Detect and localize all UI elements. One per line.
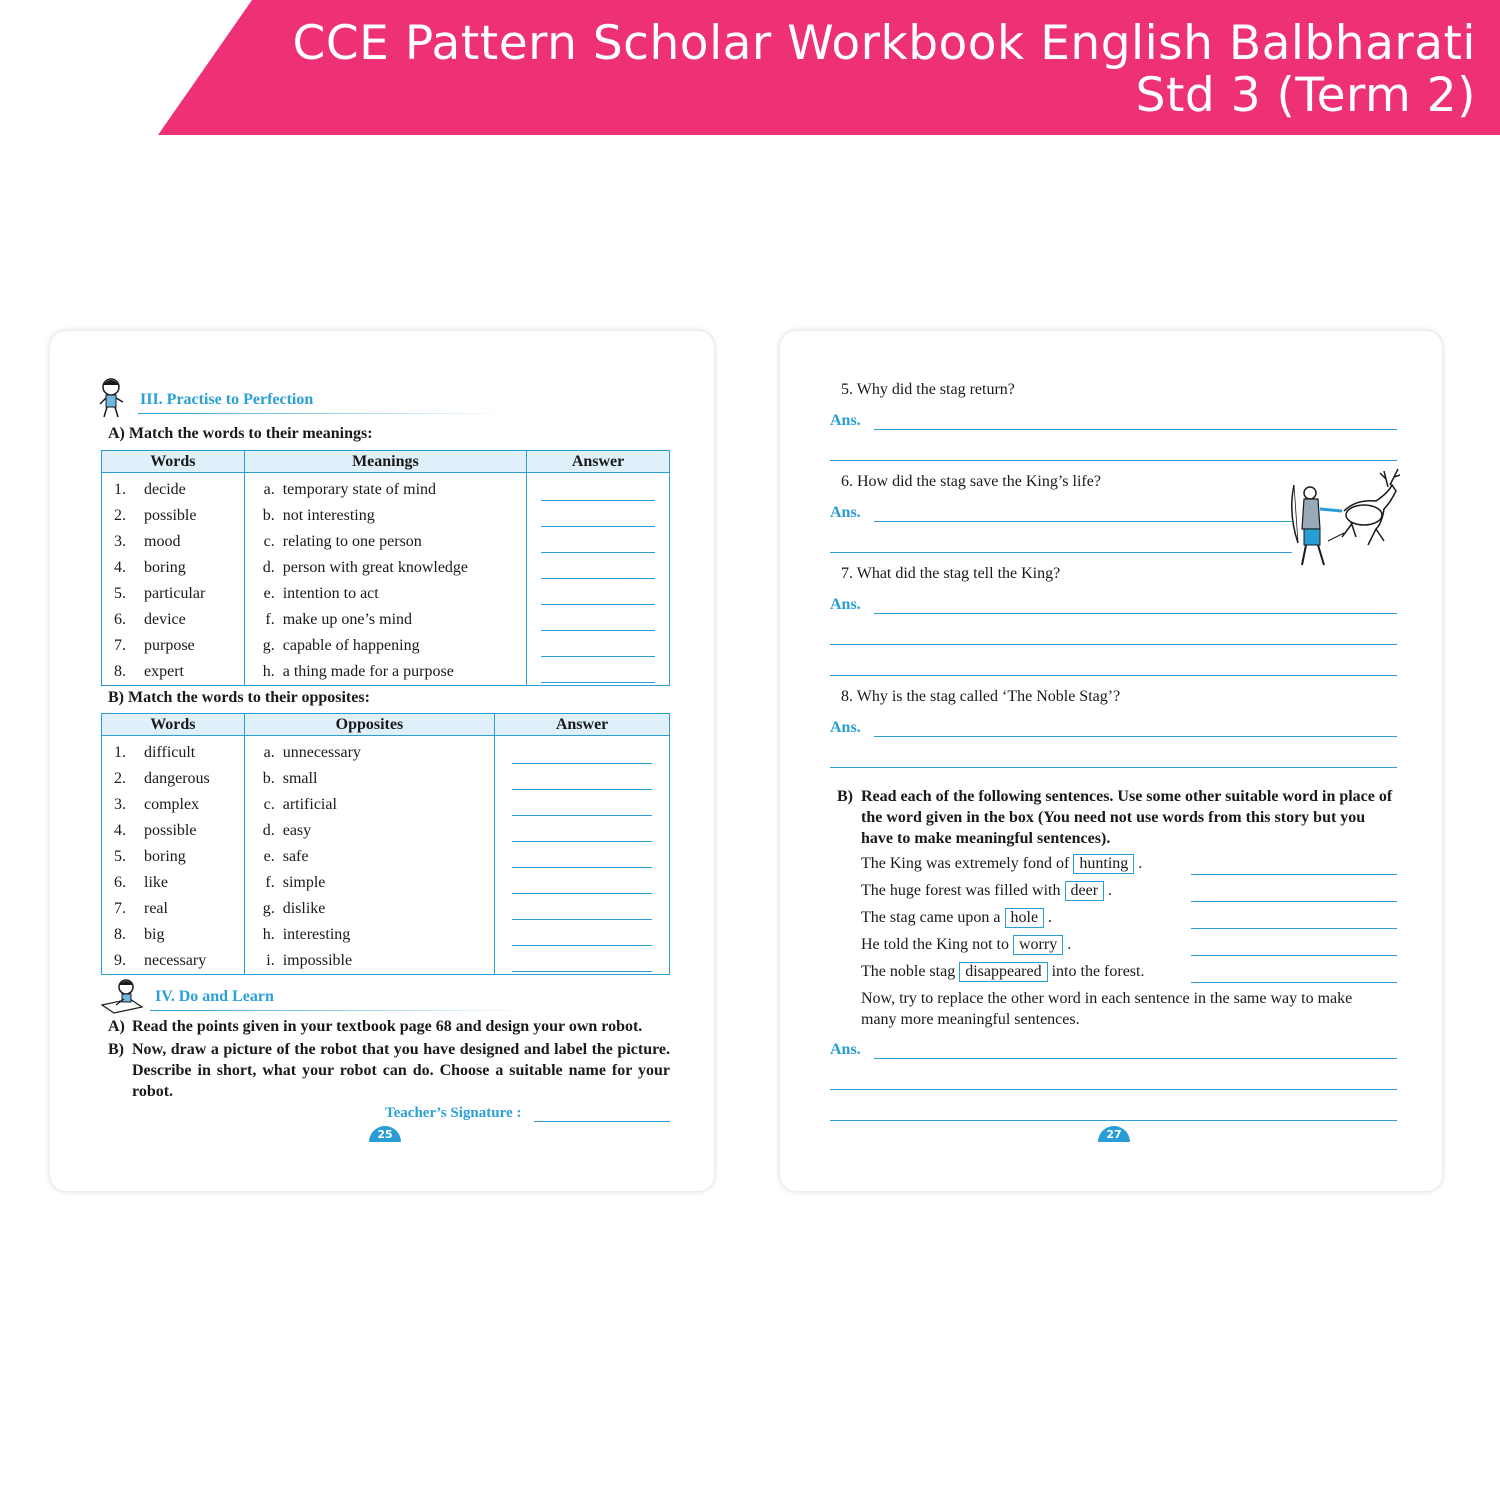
word-cell xyxy=(102,503,245,529)
word-cell xyxy=(102,948,245,975)
answer-line[interactable] xyxy=(1191,928,1397,929)
question-8: 8. Why is the stag called ‘The Noble Stag’? xyxy=(841,688,1121,705)
answer-line[interactable] xyxy=(830,644,1397,645)
answer-line[interactable] xyxy=(512,743,652,764)
signature-label: Teacher’s Signature : xyxy=(385,1105,522,1121)
word-cell xyxy=(102,766,245,792)
item-letter: d. xyxy=(262,822,275,839)
page-number-right: 27 xyxy=(1098,1126,1130,1142)
table-row xyxy=(102,529,670,555)
opposite-cell xyxy=(244,792,494,818)
question-7: 7. What did the stag tell the King? xyxy=(841,565,1061,582)
sentence-item xyxy=(861,854,1142,874)
table-row xyxy=(102,633,670,659)
answer-cell[interactable] xyxy=(495,766,670,792)
answer-cell[interactable] xyxy=(495,896,670,922)
section4-title: IV. Do and Learn xyxy=(155,988,274,1005)
answer-line[interactable] xyxy=(512,795,652,816)
item-letter: i. xyxy=(266,952,275,969)
do-learn-A xyxy=(108,1018,670,1036)
word: necessary xyxy=(144,952,207,969)
answer-cell[interactable] xyxy=(527,607,670,633)
meaning: a thing made for a purpose xyxy=(282,663,454,680)
meaning-cell xyxy=(244,529,526,555)
answer-line[interactable] xyxy=(874,1058,1397,1059)
answer-line[interactable] xyxy=(830,552,1292,553)
answer-cell[interactable] xyxy=(527,503,670,529)
sentence-after: into the forest. xyxy=(1051,963,1145,980)
table-header-answer: Answer xyxy=(495,714,670,736)
opposite: simple xyxy=(282,874,326,891)
word: big xyxy=(144,926,165,943)
item-letter: c. xyxy=(263,796,275,813)
sentence-after: . xyxy=(1108,882,1113,899)
boxed-word: hunting xyxy=(1073,854,1134,874)
item-number: 8. xyxy=(114,926,126,943)
item-number: 6. xyxy=(114,874,126,891)
word-cell xyxy=(102,633,245,659)
word: particular xyxy=(144,585,206,602)
opposite-cell xyxy=(244,818,494,844)
answer-line[interactable] xyxy=(512,847,652,868)
answer-line[interactable] xyxy=(541,636,655,657)
table-header-words: Words xyxy=(102,451,245,473)
answer-line[interactable] xyxy=(1191,955,1397,956)
table-row xyxy=(102,473,670,504)
answer-line[interactable] xyxy=(1191,982,1397,983)
boy-icon xyxy=(98,377,126,419)
word: possible xyxy=(144,507,197,524)
banner-title-line1: CCE Pattern Scholar Workbook English Balbharati xyxy=(292,16,1476,71)
title-banner xyxy=(0,0,1500,135)
table-row xyxy=(102,581,670,607)
meaning: intention to act xyxy=(282,585,379,602)
word-cell xyxy=(102,896,245,922)
boxed-word: deer xyxy=(1065,881,1105,901)
answer-line[interactable] xyxy=(541,480,655,501)
opposites-table xyxy=(101,713,670,975)
item-letter: a. xyxy=(263,744,275,761)
do-learn-A-text: Read the points given in your textbook page 68 and design your own robot. xyxy=(132,1018,643,1035)
word-cell xyxy=(102,581,245,607)
item-letter: f. xyxy=(265,874,275,891)
answer-line[interactable] xyxy=(541,584,655,605)
item-letter: g. xyxy=(262,900,275,917)
item-number: 8. xyxy=(114,663,126,680)
opposite: interesting xyxy=(282,926,351,943)
answer-line[interactable] xyxy=(830,1120,1397,1121)
signature-line[interactable] xyxy=(534,1121,670,1122)
opposite-cell xyxy=(244,870,494,896)
table-header-answer: Answer xyxy=(527,451,670,473)
word: purpose xyxy=(144,637,195,654)
word-cell xyxy=(102,607,245,633)
workbook-page-right xyxy=(780,331,1442,1191)
answer-line[interactable] xyxy=(512,951,652,972)
meaning-cell xyxy=(244,659,526,686)
answer-line[interactable] xyxy=(830,1089,1397,1090)
sentence-before: The huge forest was filled with xyxy=(861,882,1061,899)
item-letter: a. xyxy=(263,481,275,498)
sentence-before: He told the King not to xyxy=(861,936,1009,953)
ans-label: Ans. xyxy=(830,596,861,613)
answer-line[interactable] xyxy=(512,925,652,946)
answer-line[interactable] xyxy=(1191,874,1397,875)
partA-heading: A) Match the words to their meanings: xyxy=(108,425,373,442)
meaning: make up one’s mind xyxy=(282,611,413,628)
table-header-meanings: Meanings xyxy=(244,451,526,473)
answer-line[interactable] xyxy=(541,506,655,527)
word: boring xyxy=(144,559,186,576)
word: like xyxy=(144,874,168,891)
boxed-word: disappeared xyxy=(959,962,1047,982)
item-number: 3. xyxy=(114,796,126,813)
word-cell xyxy=(102,473,245,504)
table-row xyxy=(102,818,670,844)
item-letter: e. xyxy=(263,585,275,602)
answer-cell[interactable] xyxy=(495,736,670,767)
answer-cell[interactable] xyxy=(495,792,670,818)
sentence-item xyxy=(861,881,1112,901)
item-letter: g. xyxy=(262,637,275,654)
table-row xyxy=(102,896,670,922)
opposite: artificial xyxy=(282,796,337,813)
opposite-cell xyxy=(244,766,494,792)
opposite-cell xyxy=(244,896,494,922)
item-number: 5. xyxy=(114,848,126,865)
meaning-cell xyxy=(244,633,526,659)
answer-line[interactable] xyxy=(874,736,1397,737)
item-number: 1. xyxy=(114,744,126,761)
word-cell xyxy=(102,555,245,581)
table-row xyxy=(102,503,670,529)
meaning-cell xyxy=(244,503,526,529)
word: boring xyxy=(144,848,186,865)
answer-cell[interactable] xyxy=(527,473,670,504)
opposite: dislike xyxy=(282,900,326,917)
answer-line[interactable] xyxy=(512,873,652,894)
word: possible xyxy=(144,822,197,839)
meanings-table xyxy=(101,450,670,686)
sentence-before: The stag came upon a xyxy=(861,909,1001,926)
meaning: person with great knowledge xyxy=(282,559,469,576)
sentence-item xyxy=(861,935,1071,955)
boxed-word: hole xyxy=(1005,908,1045,928)
table-row xyxy=(102,948,670,975)
meaning-cell xyxy=(244,607,526,633)
table-header-opposites: Opposites xyxy=(244,714,494,736)
meaning-cell xyxy=(244,473,526,504)
banner-title xyxy=(176,18,1476,122)
table-row xyxy=(102,844,670,870)
table-row xyxy=(102,792,670,818)
item-number: 3. xyxy=(114,533,126,550)
sentence-item xyxy=(861,908,1052,928)
item-number: 9. xyxy=(114,952,126,969)
item-number: 2. xyxy=(114,507,126,524)
answer-line[interactable] xyxy=(541,662,655,683)
item-number: 7. xyxy=(114,900,126,917)
boxed-word: worry xyxy=(1013,935,1063,955)
partB-label: B) xyxy=(837,788,853,805)
closing-text: Now, try to replace the other word in each sentence in the same way to make many more meaningful sentences. xyxy=(861,990,1353,1028)
sentence-before: The King was extremely fond of xyxy=(861,855,1070,872)
table-row xyxy=(102,870,670,896)
sentence-item xyxy=(861,962,1144,982)
opposite: unnecessary xyxy=(282,744,361,761)
sentence-after: . xyxy=(1048,909,1053,926)
ans-label: Ans. xyxy=(830,1041,861,1058)
answer-cell[interactable] xyxy=(495,870,670,896)
item-number: 1. xyxy=(114,481,126,498)
item-number: 5. xyxy=(114,585,126,602)
do-learn-B xyxy=(108,1039,670,1102)
word-cell xyxy=(102,922,245,948)
word-cell xyxy=(102,844,245,870)
partB-instructions xyxy=(837,786,1399,849)
question-6: 6. How did the stag save the King’s life? xyxy=(841,473,1101,490)
table-row xyxy=(102,736,670,767)
king-and-stag-illustration xyxy=(1284,463,1402,571)
workbook-page-left xyxy=(50,331,714,1191)
item-letter: b. xyxy=(262,507,275,524)
answer-line[interactable] xyxy=(512,821,652,842)
item-letter: h. xyxy=(262,926,275,943)
item-number: 7. xyxy=(114,637,126,654)
item-letter: h. xyxy=(262,663,275,680)
drawing-boy-icon xyxy=(100,977,144,1015)
item-number: 2. xyxy=(114,770,126,787)
item-letter: d. xyxy=(262,559,275,576)
word: complex xyxy=(144,796,200,813)
table-row xyxy=(102,766,670,792)
ans-label: Ans. xyxy=(830,719,861,736)
answer-line[interactable] xyxy=(830,767,1397,768)
answer-cell[interactable] xyxy=(527,581,670,607)
answer-line[interactable] xyxy=(874,521,1292,522)
opposite-cell xyxy=(244,736,494,767)
answer-cell[interactable] xyxy=(495,818,670,844)
word-cell xyxy=(102,659,245,686)
section3-underline xyxy=(138,413,508,414)
meaning-cell xyxy=(244,581,526,607)
word-cell xyxy=(102,818,245,844)
item-number: 4. xyxy=(114,559,126,576)
sentence-after: . xyxy=(1067,936,1072,953)
word: difficult xyxy=(144,744,196,761)
item-number: 4. xyxy=(114,822,126,839)
answer-cell[interactable] xyxy=(495,948,670,975)
meaning: temporary state of mind xyxy=(282,481,437,498)
answer-cell[interactable] xyxy=(527,633,670,659)
answer-line[interactable] xyxy=(541,610,655,631)
page-number-left: 25 xyxy=(369,1126,401,1142)
sentence-after: . xyxy=(1138,855,1143,872)
opposite-cell xyxy=(244,948,494,975)
opposite-cell xyxy=(244,844,494,870)
table-row xyxy=(102,659,670,686)
section4-underline xyxy=(150,1010,530,1011)
partB-heading: B) Match the words to their opposites: xyxy=(108,689,370,706)
do-learn-B-label: B) xyxy=(108,1041,124,1058)
word-cell xyxy=(102,529,245,555)
item-letter: b. xyxy=(262,770,275,787)
word: decide xyxy=(144,481,186,498)
table-row xyxy=(102,555,670,581)
opposite: easy xyxy=(282,822,312,839)
answer-line[interactable] xyxy=(830,675,1397,676)
meaning: relating to one person xyxy=(282,533,422,550)
answer-cell[interactable] xyxy=(527,659,670,686)
answer-line[interactable] xyxy=(874,613,1397,614)
do-learn-A-label: A) xyxy=(108,1018,125,1035)
question-5: 5. Why did the stag return? xyxy=(841,381,1015,398)
word: device xyxy=(144,611,186,628)
meaning: capable of happening xyxy=(282,637,420,654)
opposite-cell xyxy=(244,922,494,948)
word: expert xyxy=(144,663,184,680)
word-cell xyxy=(102,792,245,818)
item-letter: c. xyxy=(263,533,275,550)
table-header-words: Words xyxy=(102,714,245,736)
sentence-before: The noble stag xyxy=(861,963,956,980)
section3-title: III. Practise to Perfection xyxy=(140,391,314,408)
ans-label: Ans. xyxy=(830,504,861,521)
word: mood xyxy=(144,533,181,550)
answer-line[interactable] xyxy=(541,558,655,579)
word-cell xyxy=(102,870,245,896)
item-letter: f. xyxy=(265,611,275,628)
answer-line[interactable] xyxy=(512,899,652,920)
answer-cell[interactable] xyxy=(527,555,670,581)
word: dangerous xyxy=(144,770,210,787)
do-learn-B-text: Now, draw a picture of the robot that you have designed and label the picture. Describe in short, what your robot can do. Choose a suitable name for your robot. xyxy=(132,1041,670,1100)
opposite: impossible xyxy=(282,952,353,969)
answer-line[interactable] xyxy=(541,532,655,553)
partB-heading: Read each of the following sentences. Use some other suitable word in place of the word given in the box (You need not use words from this story but you have to make meaningful sentences). xyxy=(861,788,1393,847)
item-letter: e. xyxy=(263,848,275,865)
meaning: not interesting xyxy=(282,507,375,524)
ans-label: Ans. xyxy=(830,412,861,429)
table-row xyxy=(102,607,670,633)
answer-cell[interactable] xyxy=(495,844,670,870)
opposite: small xyxy=(282,770,318,787)
word-cell xyxy=(102,736,245,767)
answer-cell[interactable] xyxy=(527,529,670,555)
opposite: safe xyxy=(282,848,309,865)
answer-cell[interactable] xyxy=(495,922,670,948)
table-row xyxy=(102,922,670,948)
item-number: 6. xyxy=(114,611,126,628)
answer-line[interactable] xyxy=(512,769,652,790)
answer-line[interactable] xyxy=(874,429,1397,430)
answer-line[interactable] xyxy=(830,460,1397,461)
meaning-cell xyxy=(244,555,526,581)
answer-line[interactable] xyxy=(1191,901,1397,902)
word: real xyxy=(144,900,168,917)
banner-title-line2: Std 3 (Term 2) xyxy=(1135,68,1476,123)
